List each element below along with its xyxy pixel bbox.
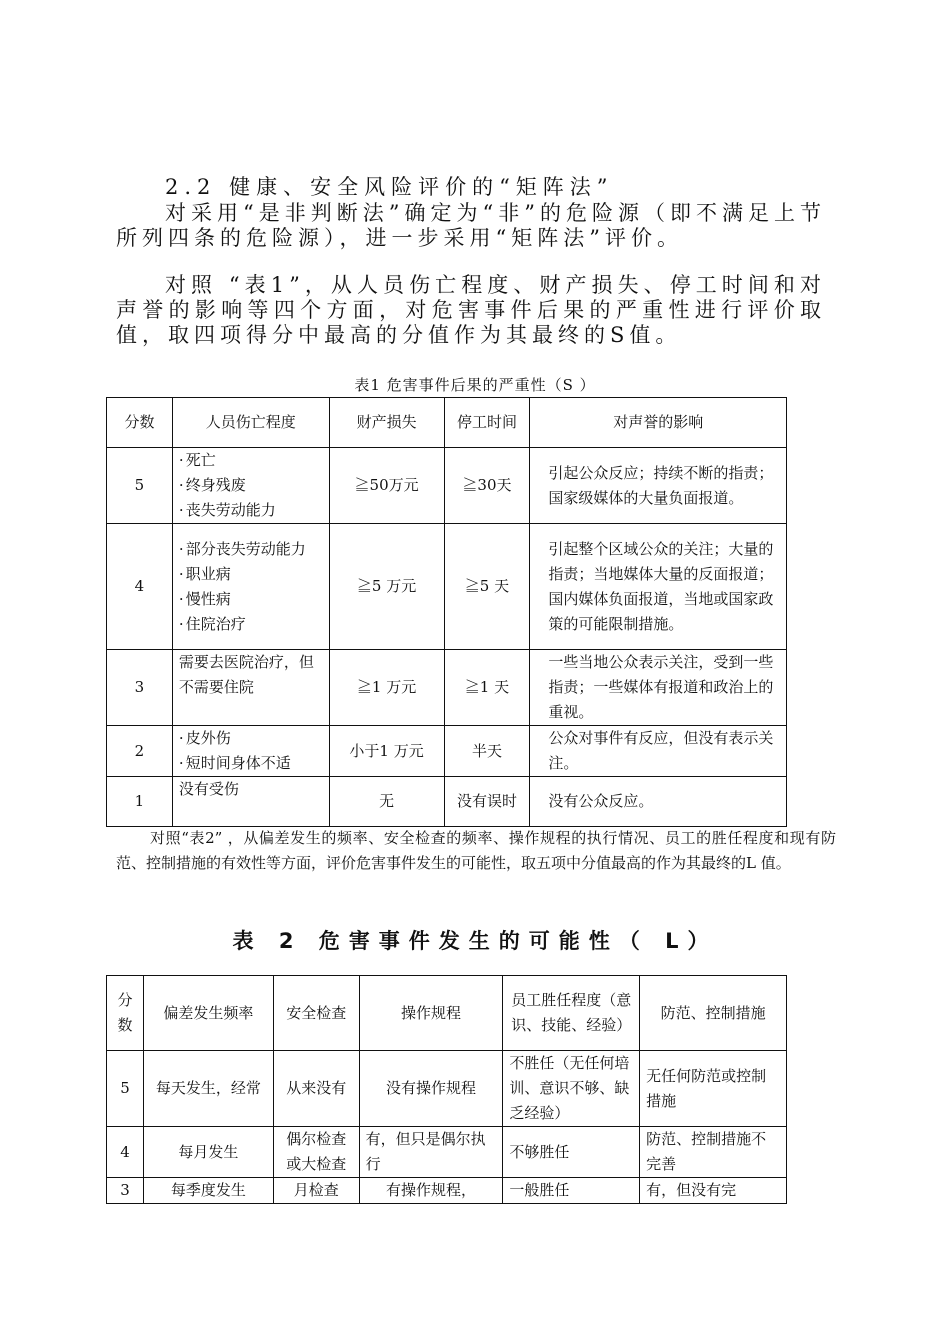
- inspection-cell: 从来没有: [273, 1051, 359, 1127]
- table1-intro-paragraph: 对照 “表1”，从人员伤亡程度、财产损失、停工时间和对声誉的影响等四个方面，对危害事件后果的严重性进行评价取值，取四项得分中最高的分值作为其最终的S值。: [116, 273, 826, 347]
- header-cell: 分数: [107, 398, 173, 448]
- control-cell: 无任何防范或控制措施: [640, 1051, 787, 1127]
- list-item: · 短时间身体不适: [179, 751, 323, 776]
- frequency-cell: 每天发生，经常: [143, 1051, 273, 1127]
- table-row: [107, 1127, 787, 1178]
- procedure-cell: 有，但只是偶尔执行: [359, 1127, 503, 1178]
- list-item: · 终身残废: [179, 473, 323, 498]
- table-row: [107, 448, 787, 524]
- header-cell: 分数: [107, 976, 144, 1051]
- table-row: [107, 777, 787, 827]
- table2-caption: 表 2 危害事件发生的可能性（ L）: [232, 929, 718, 953]
- procedure-cell: 有操作规程，: [359, 1178, 503, 1204]
- reputation-cell: 引起整个区域公众的关注；大量的指责；当地媒体大量的反面报道；国内媒体负面报道，当地或国家政策的可能限制措施。: [530, 524, 787, 650]
- reputation-cell: 公众对事件有反应，但没有表示关注。: [530, 726, 787, 777]
- property-cell: 小于1 万元: [329, 726, 444, 777]
- table-row: [107, 1178, 787, 1204]
- casualty-cell: 没有受伤: [172, 777, 329, 827]
- header-cell: 偏差发生频率: [143, 976, 273, 1051]
- downtime-cell: ≧5 天: [444, 524, 530, 650]
- casualty-cell: [172, 524, 329, 650]
- header-cell: 财产损失: [329, 398, 444, 448]
- frequency-cell: 每月发生: [143, 1127, 273, 1178]
- header-cell: 停工时间: [444, 398, 530, 448]
- table-row: [107, 726, 787, 777]
- reputation-cell: 引起公众反应；持续不断的指责；国家级媒体的大量负面报道。: [530, 448, 787, 524]
- score-cell: 3: [107, 650, 173, 726]
- reputation-cell: 一些当地公众表示关注，受到一些指责；一些媒体有报道和政治上的重视。: [530, 650, 787, 726]
- property-cell: ≧5 万元: [329, 524, 444, 650]
- table-header-row: [107, 976, 787, 1051]
- competence-cell: 不胜任（无任何培训、意识不够、缺乏经验）: [503, 1051, 640, 1127]
- score-cell: 4: [107, 524, 173, 650]
- table-row: [107, 650, 787, 726]
- property-cell: ≧1 万元: [329, 650, 444, 726]
- table1-caption: 表1 危害事件后果的严重性（S ）: [354, 376, 596, 394]
- likelihood-table: [106, 975, 787, 1204]
- casualty-cell: 需要去医院治疗，但不需要住院: [172, 650, 329, 726]
- inspection-cell: 月检查: [273, 1178, 359, 1204]
- casualty-cell: [172, 726, 329, 777]
- score-cell: 1: [107, 777, 173, 827]
- header-cell: 员工胜任程度（意识、技能、经验）: [503, 976, 640, 1051]
- table-header-row: [107, 398, 787, 448]
- list-item: · 慢性病: [179, 587, 323, 612]
- table-row: [107, 524, 787, 650]
- downtime-cell: 半天: [444, 726, 530, 777]
- property-cell: ≧50万元: [329, 448, 444, 524]
- control-cell: 有，但没有完: [640, 1178, 787, 1204]
- inspection-cell: 偶尔检查或大检查: [273, 1127, 359, 1178]
- header-cell: 人员伤亡程度: [172, 398, 329, 448]
- downtime-cell: ≧1 天: [444, 650, 530, 726]
- list-item: · 住院治疗: [179, 612, 323, 637]
- intro-paragraph: 对采用“是非判断法”确定为“非”的危险源（即不满足上节所列四条的危险源），进一步采用“矩阵法”评价。: [116, 201, 826, 250]
- downtime-cell: ≧30天: [444, 448, 530, 524]
- list-item: · 死亡: [179, 448, 323, 473]
- control-cell: 防范、控制措施不完善: [640, 1127, 787, 1178]
- list-item: · 职业病: [179, 562, 323, 587]
- list-item: · 部分丧失劳动能力: [179, 537, 323, 562]
- score-cell: 4: [107, 1127, 144, 1178]
- procedure-cell: 没有操作规程: [359, 1051, 503, 1127]
- property-cell: 无: [329, 777, 444, 827]
- list-item: · 丧失劳动能力: [179, 498, 323, 523]
- score-cell: 2: [107, 726, 173, 777]
- header-cell: 防范、控制措施: [640, 976, 787, 1051]
- score-cell: 3: [107, 1178, 144, 1204]
- casualty-cell: [172, 448, 329, 524]
- header-cell: 安全检查: [273, 976, 359, 1051]
- downtime-cell: 没有误时: [444, 777, 530, 827]
- header-cell: 操作规程: [359, 976, 503, 1051]
- score-cell: 5: [107, 448, 173, 524]
- score-cell: 5: [107, 1051, 144, 1127]
- header-cell: 对声誉的影响: [530, 398, 787, 448]
- section-heading: 2.2 健康、安全风险评价的“矩阵法”: [165, 175, 614, 199]
- table2-intro-paragraph: 对照“表2” ，从偏差发生的频率、安全检查的频率、操作规程的执行情况、员工的胜任程度和现有防范、控制措施的有效性等方面，评价危害事件发生的可能性，取五项中分值最高的作为其最终的L 值。: [116, 829, 836, 872]
- list-item: · 皮外伤: [179, 726, 323, 751]
- severity-table: [106, 397, 787, 827]
- frequency-cell: 每季度发生: [143, 1178, 273, 1204]
- table-row: [107, 1051, 787, 1127]
- competence-cell: 一般胜任: [503, 1178, 640, 1204]
- competence-cell: 不够胜任: [503, 1127, 640, 1178]
- reputation-cell: 没有公众反应。: [530, 777, 787, 827]
